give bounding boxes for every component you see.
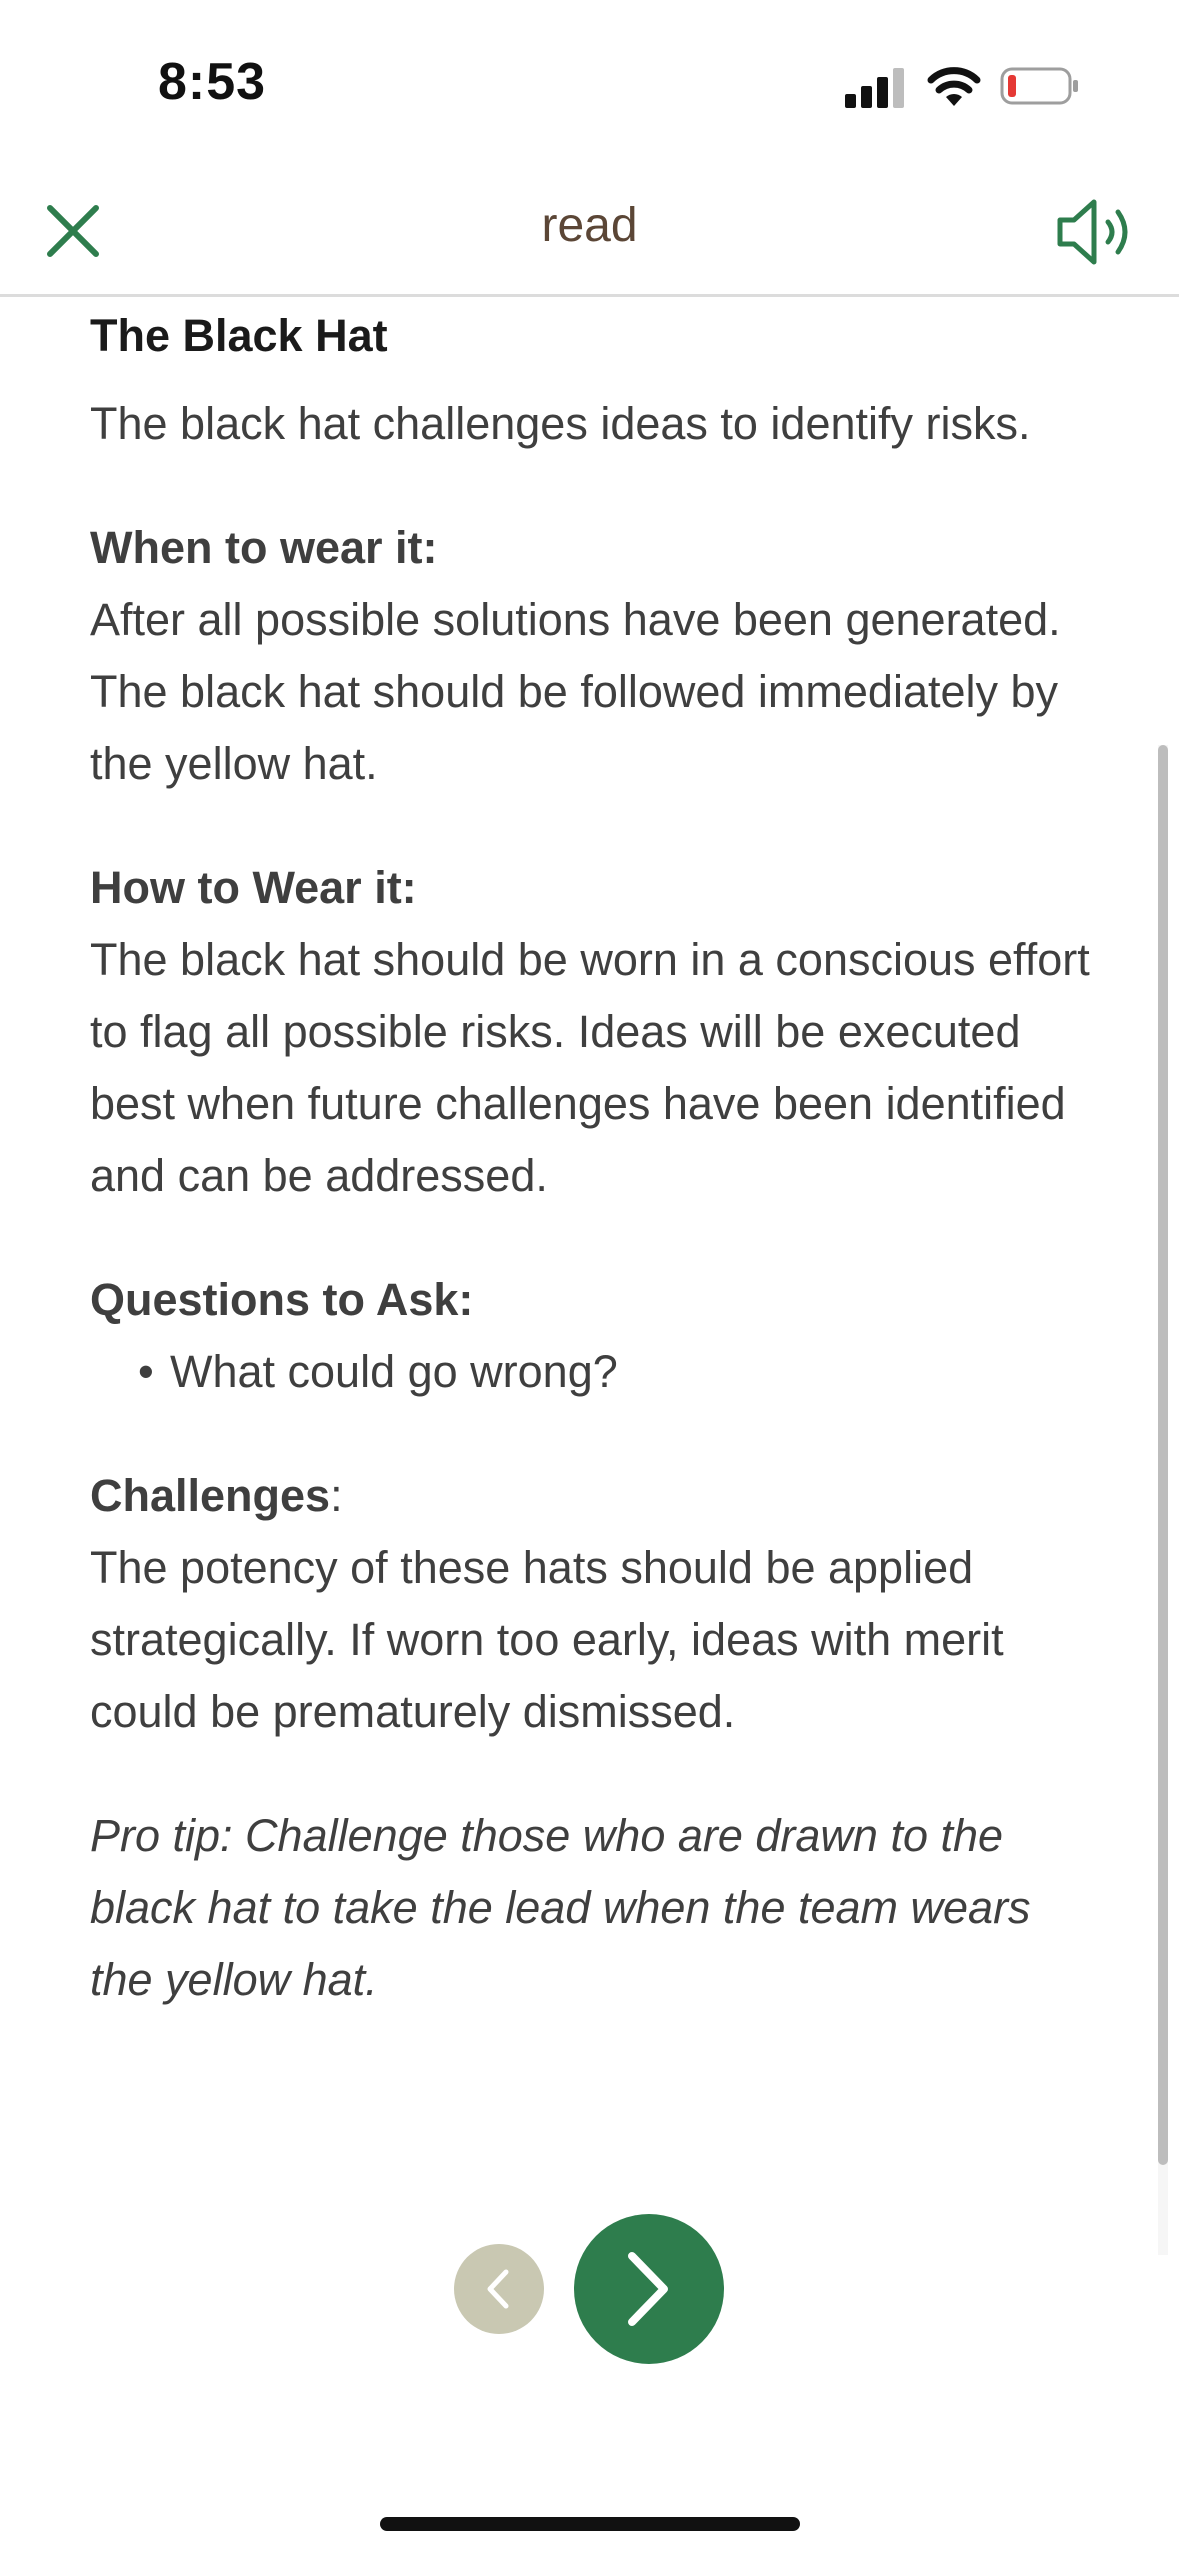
challenges-heading-text: Challenges [90,1470,331,1521]
scrollbar-thumb[interactable] [1158,745,1168,2165]
status-time: 8:53 [158,53,267,111]
challenges-body: The potency of these hats should be applied strategically. If worn too early, ideas with merit could be prematurely dismissed. [90,1542,1004,1737]
cellular-signal-icon [845,68,907,108]
challenges-heading [90,1460,1090,1532]
chevron-right-icon [574,2214,724,2364]
how-section [90,852,1090,1212]
how-body: The black hat should be worn in a conscious effort to flag all possible risks. Ideas will be executed best when future challenges have been identified and can be addressed. [90,934,1090,1201]
previous-button[interactable] [454,2244,544,2334]
questions-heading: Questions to Ask: [90,1274,474,1325]
nav-bar [0,170,1179,297]
how-heading: How to Wear it: [90,862,417,913]
home-indicator [380,2517,800,2531]
intro-text: The black hat challenges ideas to identify risks. [90,398,1031,449]
audio-button[interactable] [1052,192,1138,272]
challenges-section [90,1460,1090,1748]
when-heading: When to wear it: [90,522,438,573]
questions-section [90,1264,1090,1408]
when-body: After all possible solutions have been generated. The black hat should be followed immediately by the yellow hat. [90,594,1061,789]
pro-tip: Pro tip: Challenge those who are drawn to the black hat to take the lead when the team wears the yellow hat. [90,1810,1031,2005]
speaker-icon [1052,192,1138,272]
next-button[interactable] [574,2214,724,2364]
hat-title: The Black Hat [90,310,388,361]
article-content [90,310,1090,2016]
page-title: read [541,199,638,252]
battery-icon [1000,66,1080,106]
wifi-icon [926,62,982,108]
chevron-left-icon [454,2244,544,2334]
challenges-heading-colon: : [330,1470,343,1521]
status-bar [0,0,1179,170]
questions-list [90,1336,1090,1408]
when-section [90,512,1090,800]
list-item: • What could go wrong? [138,1336,1090,1408]
